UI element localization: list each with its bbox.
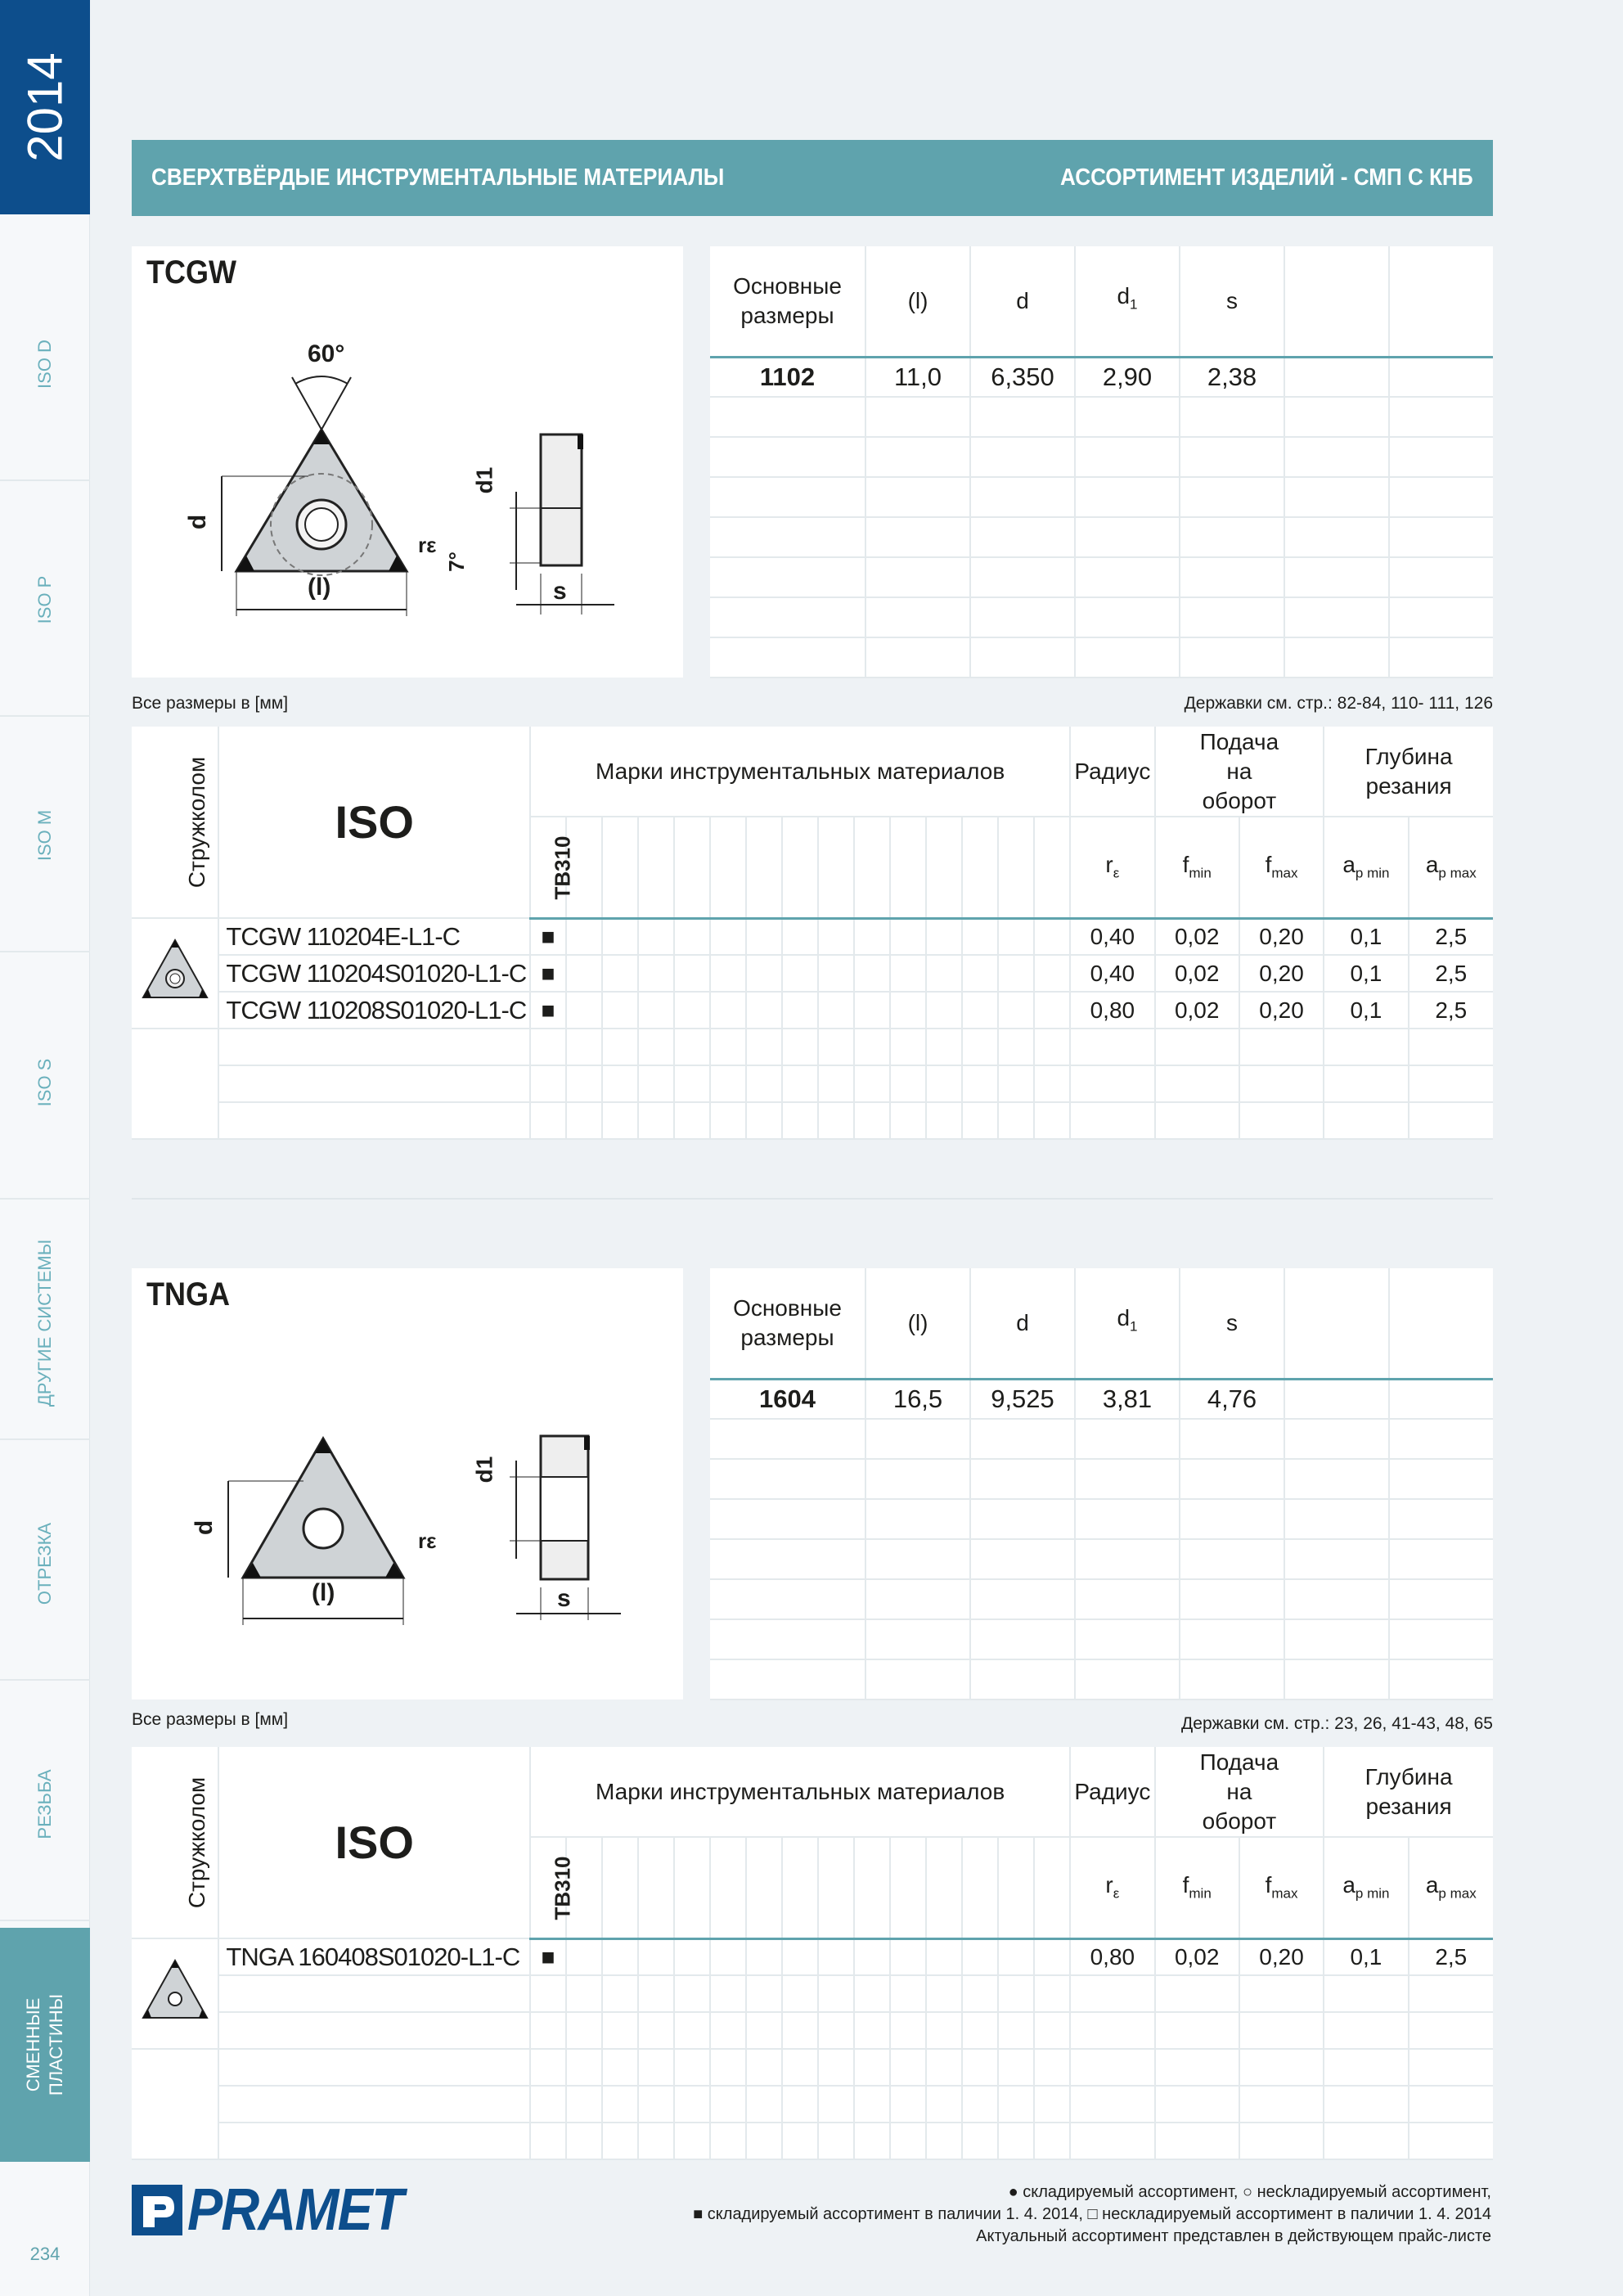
fmin-value: 0,02 xyxy=(1155,918,1239,955)
apmin-header: $a_{p min}$ xyxy=(1324,1837,1408,1938)
depth-header: Глубина резания xyxy=(1324,727,1493,817)
tnga-l-label: (l) xyxy=(312,1579,335,1606)
pramet-logo-text: PRAMET xyxy=(187,2177,402,2243)
dims-l-header: (l) xyxy=(865,1268,970,1379)
radius-header: Радиус xyxy=(1070,1747,1154,1837)
tcgw-angle-label: 60° xyxy=(308,340,345,367)
pramet-logo-icon xyxy=(132,2185,182,2235)
page-header xyxy=(132,140,1493,216)
dims-d: 9,525 xyxy=(970,1379,1075,1419)
tnga-d-label: d xyxy=(191,1519,218,1536)
dims-d-header: d xyxy=(970,1268,1075,1379)
dims-l: 16,5 xyxy=(865,1379,970,1419)
sidebar-tab-iso-m[interactable]: ISO M xyxy=(0,718,90,952)
grade-tb310-header: TB310 xyxy=(530,817,566,918)
tcgw-d1-label: d1 xyxy=(471,466,497,494)
dims-s-header: s xyxy=(1180,246,1284,357)
tcgw-units-note: Все размеры в [мм] xyxy=(132,694,289,713)
legend-line-3: Актуальный ассортимент представлен в действующем прайс-листе xyxy=(976,2227,1491,2245)
tcgw-s-label: s xyxy=(553,578,567,605)
dims-size: 1102 xyxy=(710,357,865,397)
legend-line-1: ● складируемый ассортимент, ○ несkладируемый ассортимент, xyxy=(1008,2183,1491,2201)
product-code: TNGA 160408S01020-L1-C xyxy=(218,1938,530,1975)
feed-header: Подача на оборот xyxy=(1155,1747,1324,1837)
availability-mark: ■ xyxy=(530,918,566,955)
apmax-value: 2,5 xyxy=(1409,955,1493,992)
feed-header: Подача на оборот xyxy=(1155,727,1324,817)
tcgw-l-label: (l) xyxy=(308,574,331,601)
dims-d-header: d xyxy=(970,246,1075,357)
tcgw-title: TCGW xyxy=(146,254,236,290)
sidebar-tab-other-systems[interactable]: ДРУГИЕ СИСТЕМЫ xyxy=(0,1206,90,1440)
chipbreaker-header: Стружколом xyxy=(132,727,218,918)
dims-d1: 2,90 xyxy=(1075,357,1180,397)
re-header: $r_\varepsilon$ xyxy=(1070,817,1154,918)
fmin-header: $f_{min}$ xyxy=(1155,817,1239,918)
tcgw-tilt-label: 7° xyxy=(443,551,469,572)
dims-d1-header: $d_1$ xyxy=(1075,246,1180,357)
dims-d: 6,350 xyxy=(970,357,1075,397)
dims-size: 1604 xyxy=(710,1379,865,1419)
apmax-value: 2,5 xyxy=(1409,918,1493,955)
fmax-header: $f_{max}$ xyxy=(1239,817,1324,918)
tcgw-diagram xyxy=(132,246,683,678)
dims-s: 4,76 xyxy=(1180,1379,1284,1419)
section-divider xyxy=(132,1198,1493,1200)
tnga-s-label: s xyxy=(557,1585,571,1612)
sidebar-tab-thread[interactable]: РЕЗЬБА xyxy=(0,1687,90,1921)
apmax-header: $a_{p max}$ xyxy=(1409,817,1493,918)
legend xyxy=(510,2181,1491,2248)
dims-l: 11,0 xyxy=(865,357,970,397)
fmin-value: 0,02 xyxy=(1155,992,1239,1029)
tnga-insert-thumbnail xyxy=(132,1938,218,2049)
tcgw-dimensions-table xyxy=(710,246,1493,678)
apmin-value: 0,1 xyxy=(1324,992,1408,1029)
re-value: 0,80 xyxy=(1070,1938,1154,1975)
sidebar-tab-iso-d[interactable]: ISO D xyxy=(0,247,90,481)
dims-s-header: s xyxy=(1180,1268,1284,1379)
pramet-logo xyxy=(132,2177,426,2244)
apmax-value: 2,5 xyxy=(1409,992,1493,1029)
tcgw-grades-table xyxy=(132,727,1493,1140)
tcgw-insert-thumbnail xyxy=(132,918,218,1029)
tcgw-holders-note: Державки см. стр.: 82-84, 110- 111, 126 xyxy=(1184,694,1493,713)
fmax-header: $f_{max}$ xyxy=(1239,1837,1324,1938)
fmax-value: 0,20 xyxy=(1239,1938,1324,1975)
fmin-value: 0,02 xyxy=(1155,1938,1239,1975)
apmax-header: $a_{p max}$ xyxy=(1409,1837,1493,1938)
dims-row xyxy=(710,357,1493,397)
fmin-value: 0,02 xyxy=(1155,955,1239,992)
tnga-insert-drawing xyxy=(132,1268,683,1699)
tnga-title: TNGA xyxy=(146,1276,230,1312)
depth-header: Глубина резания xyxy=(1324,1747,1493,1837)
re-header: $r_\varepsilon$ xyxy=(1070,1837,1154,1938)
re-value: 0,80 xyxy=(1070,992,1154,1029)
apmin-header: $a_{p min}$ xyxy=(1324,817,1408,918)
grades-header: Марки инструментальных материалов xyxy=(530,1747,1070,1837)
table-row xyxy=(132,955,1493,992)
apmin-value: 0,1 xyxy=(1324,918,1408,955)
dims-l-header: (l) xyxy=(865,246,970,357)
tnga-diagram xyxy=(132,1268,683,1699)
table-row xyxy=(132,992,1493,1029)
tnga-units-note: Все размеры в [мм] xyxy=(132,1710,289,1729)
dims-row xyxy=(710,1379,1493,1419)
apmin-value: 0,1 xyxy=(1324,1938,1408,1975)
availability-mark: ■ xyxy=(530,992,566,1029)
tnga-grades-table xyxy=(132,1747,1493,2160)
sidebar xyxy=(0,0,90,2296)
tnga-dimensions-table xyxy=(710,1268,1493,1700)
iso-header: ISO xyxy=(218,727,530,918)
iso-header: ISO xyxy=(218,1747,530,1938)
dims-s: 2,38 xyxy=(1180,357,1284,397)
chipbreaker-header: Стружколом xyxy=(132,1747,218,1938)
availability-mark: ■ xyxy=(530,1938,566,1975)
year-badge xyxy=(0,0,90,214)
tnga-holders-note: Державки см. стр.: 23, 26, 41-43, 48, 65 xyxy=(1181,1714,1493,1733)
fmin-header: $f_{min}$ xyxy=(1155,1837,1239,1938)
fmax-value: 0,20 xyxy=(1239,918,1324,955)
re-value: 0,40 xyxy=(1070,918,1154,955)
product-code: TCGW 110204S01020-L1-C xyxy=(218,955,530,992)
tnga-d1-label: d1 xyxy=(471,1456,497,1483)
product-code: TCGW 110204E-L1-C xyxy=(218,918,530,955)
tcgw-re-label: rε xyxy=(418,533,437,557)
apmin-value: 0,1 xyxy=(1324,955,1408,992)
radius-header: Радиус xyxy=(1070,727,1154,817)
fmax-value: 0,20 xyxy=(1239,955,1324,992)
grade-tb310-header: TB310 xyxy=(530,1837,566,1938)
apmax-value: 2,5 xyxy=(1409,1938,1493,1975)
year-label: 2014 xyxy=(17,52,73,162)
header-right-title: АССОРТИМЕНТ ИЗДЕЛИЙ - СМП С КНБ xyxy=(1060,164,1473,191)
sidebar-tab-iso-p[interactable]: ISO P xyxy=(0,483,90,717)
dims-d1-header: $d_1$ xyxy=(1075,1268,1180,1379)
fmax-value: 0,20 xyxy=(1239,992,1324,1029)
table-row xyxy=(132,918,1493,955)
header-left-title: СВЕРХТВЁРДЫЕ ИНСТРУМЕНТАЛЬНЫЕ МАТЕРИАЛЫ xyxy=(151,164,725,191)
tnga-re-label: rε xyxy=(418,1528,437,1553)
dims-d1: 3,81 xyxy=(1075,1379,1180,1419)
legend-line-2: ■ складируемый ассортимент в паличии 1. 4. 2014, □ нескладируемый ассортимент в паличии 1. 4. 2014 xyxy=(693,2205,1491,2223)
dims-basic-header: Основные размеры xyxy=(710,246,865,357)
tcgw-insert-drawing xyxy=(132,246,683,678)
availability-mark: ■ xyxy=(530,955,566,992)
grades-header: Марки инструментальных материалов xyxy=(530,727,1070,817)
sidebar-tab-parting[interactable]: ОТРЕЗКА xyxy=(0,1447,90,1681)
re-value: 0,40 xyxy=(1070,955,1154,992)
tcgw-d-label: d xyxy=(184,514,212,530)
product-code: TCGW 110208S01020-L1-C xyxy=(218,992,530,1029)
table-row xyxy=(132,1938,1493,1975)
dims-basic-header: Основные размеры xyxy=(710,1268,865,1379)
page-number: 234 xyxy=(29,2244,61,2264)
sidebar-tab-inserts[interactable]: СМЕННЫЕ ПЛАСТИНЫ xyxy=(0,1928,90,2162)
sidebar-tab-iso-s[interactable]: ISO S xyxy=(0,966,90,1200)
